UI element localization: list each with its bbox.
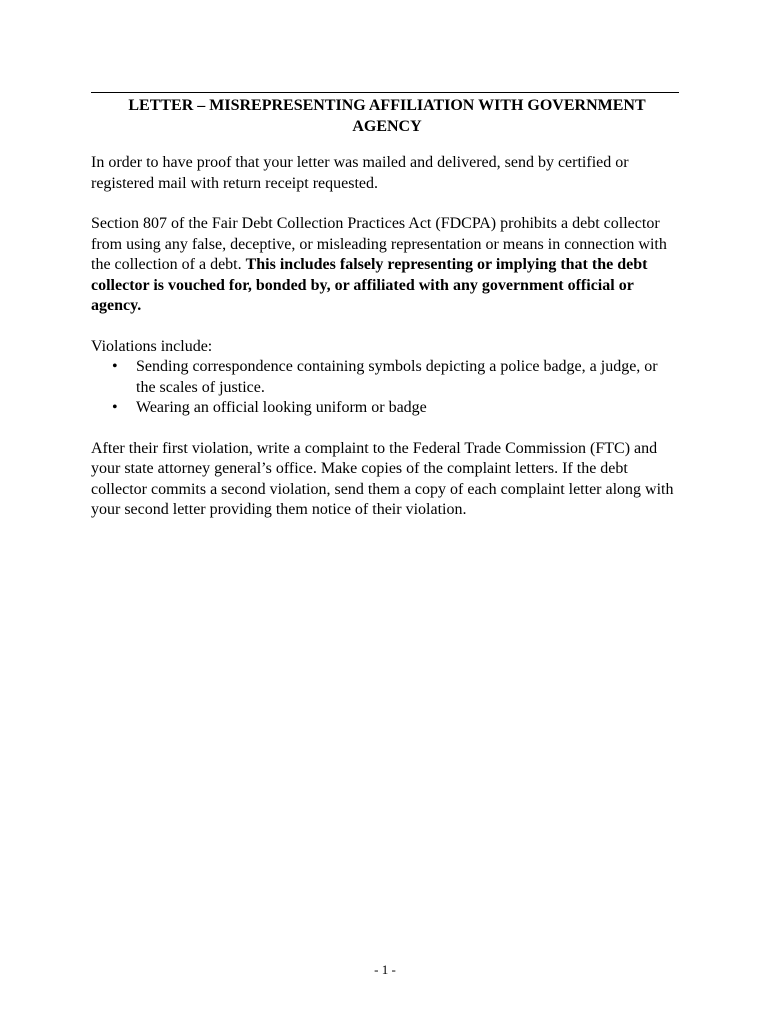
- bullet-icon: •: [112, 399, 118, 416]
- document-body: [91, 96, 681, 541]
- violations-label: Violations include:: [91, 337, 213, 355]
- document-title: LETTER – MISREPRESENTING AFFILIATION WITH GOVERNMENT AGENCY: [128, 97, 646, 135]
- violations-list: [91, 357, 681, 419]
- list-item: [91, 398, 681, 419]
- closing-paragraph: After their first violation, write a complaint to the Federal Trade Commission (FTC) and your state attorney general’s office. Make copies of the complaint letters. If the debt collector commits a second violation, send them a copy of each complaint letter along with your second letter providing them notice of their violation.: [91, 439, 674, 518]
- section-emphasis: This includes falsely representing or implying that the debt collector is vouched for, bonded by, or affiliated with any government official or agency.: [91, 256, 648, 314]
- page-number: - 1 -: [374, 962, 396, 977]
- header-rule: [91, 92, 679, 93]
- section-paragraph: [91, 214, 681, 317]
- section-text: Section 807 of the Fair Debt Collection Practices Act (FDCPA) prohibits a debt collector from using any false, deceptive, or misleading representation or means in connection with the collection of a debt.: [91, 215, 667, 273]
- violation-text: Sending correspondence containing symbols depicting a police badge, a judge, or the scales of justice.: [136, 358, 658, 396]
- intro-paragraph: In order to have proof that your letter was mailed and delivered, send by certified or registered mail with return receipt requested.: [91, 154, 629, 192]
- bullet-icon: •: [112, 358, 118, 375]
- violation-text: Wearing an official looking uniform or badge: [136, 399, 427, 416]
- list-item: [91, 357, 681, 398]
